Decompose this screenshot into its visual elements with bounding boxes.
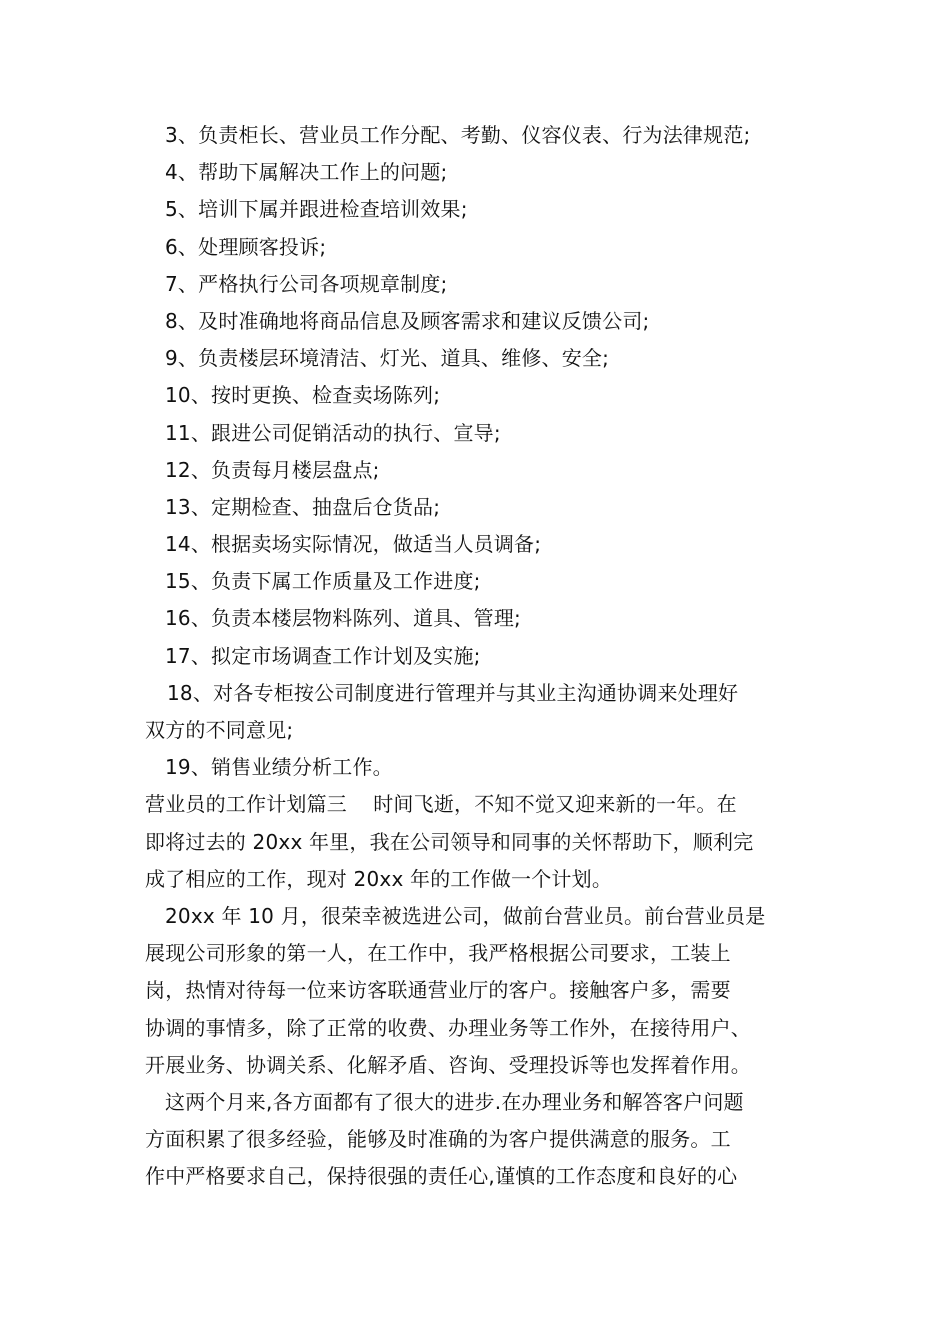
paragraph-line: 20xx 年 10 月，很荣幸被选进公司，做前台营业员。前台营业员是: [165, 903, 766, 928]
list-item-19: 19、销售业绩分析工作。: [165, 755, 393, 780]
list-item-9: 9、负责楼层环境清洁、灯光、道具、维修、安全;: [165, 346, 610, 371]
list-item-7: 7、严格执行公司各项规章制度;: [165, 271, 448, 296]
document-body: [145, 117, 810, 1195]
list-item-10: 10、按时更换、检查卖场陈列;: [165, 383, 441, 408]
list-item-15: 15、负责下属工作质量及工作进度;: [165, 569, 481, 594]
list-item-18-continued: 双方的不同意见;: [145, 718, 294, 742]
paragraph-line: 即将过去的 20xx 年里，我在公司领导和同事的关怀帮助下，顺利完: [145, 829, 754, 854]
list-item-14: 14、根据卖场实际情况，做适当人员调备;: [165, 532, 542, 557]
paragraph-line: 岗，热情对待每一位来访客联通营业厅的客户。接触客户多，需要: [145, 978, 731, 1003]
paragraph-line: 作中严格要求自己，保持很强的责任心,谨慎的工作态度和良好的心: [145, 1164, 738, 1189]
list-item-12: 12、负责每月楼层盘点;: [165, 457, 380, 482]
paragraph-line: 协调的事情多，除了正常的收费、办理业务等工作外，在接待用户、: [145, 1015, 751, 1040]
list-item-3: 3、负责柜长、营业员工作分配、考勤、仪容仪表、行为法律规范;: [165, 123, 751, 147]
list-item-4: 4、帮助下属解决工作上的问题;: [165, 160, 448, 185]
paragraph-line: 成了相应的工作，现对 20xx 年的工作做一个计划。: [145, 866, 613, 891]
list-item-17: 17、拟定市场调查工作计划及实施;: [165, 643, 481, 668]
section-heading-line: 营业员的工作计划篇三 时间飞逝，不知不觉又迎来新的一年。在: [145, 792, 737, 817]
list-item-16: 16、负责本楼层物料陈列、道具、管理;: [165, 606, 521, 631]
paragraph-line: 开展业务、协调关系、化解矛盾、咨询、受理投诉等也发挥着作用。: [145, 1052, 751, 1077]
paragraph-line: 这两个月来,各方面都有了很大的进步.在办理业务和解答客户问题: [165, 1089, 744, 1114]
list-item-18: 18、对各专柜按公司制度进行管理并与其业主沟通协调来处理好: [167, 680, 739, 705]
list-item-11: 11、跟进公司促销活动的执行、宣导;: [165, 420, 501, 445]
list-item-13: 13、定期检查、抽盘后仓货品;: [165, 494, 441, 519]
paragraph-line: 展现公司形象的第一人，在工作中，我严格根据公司要求，工装上: [145, 941, 731, 966]
list-item-8: 8、及时准确地将商品信息及顾客需求和建议反馈公司;: [165, 308, 650, 333]
list-item-6: 6、处理顾客投诉;: [165, 234, 327, 259]
list-item-5: 5、培训下属并跟进检查培训效果;: [165, 197, 468, 222]
paragraph-line: 方面积累了很多经验，能够及时准确的为客户提供满意的服务。工: [145, 1127, 731, 1152]
